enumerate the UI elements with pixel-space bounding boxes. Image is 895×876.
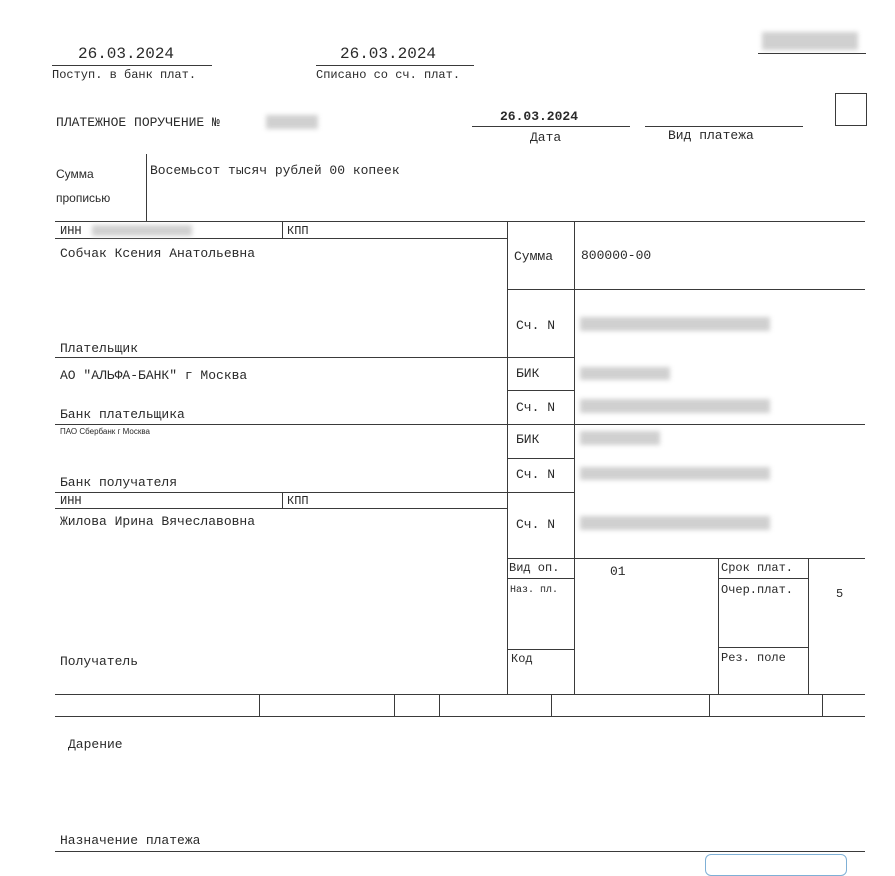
divider (507, 649, 575, 650)
divider (718, 647, 808, 648)
divider (507, 558, 865, 559)
reserve-label: Рез. поле (721, 651, 786, 665)
divider (472, 126, 630, 127)
priority-label: Очер.плат. (721, 583, 794, 597)
payer-bank-bik-label: БИК (516, 366, 540, 381)
due-date-label: Срок плат. (721, 561, 794, 575)
divider (507, 221, 508, 694)
payee-bank-account-label: Сч. N (516, 467, 556, 482)
redacted-field (580, 399, 770, 413)
order-date: 26.03.2024 (500, 109, 579, 124)
payee-account-label: Сч. N (516, 517, 556, 532)
divider (822, 694, 823, 716)
payer-inn-label: ИНН (60, 224, 82, 238)
divider (574, 221, 575, 694)
purpose-text: Дарение (68, 737, 123, 752)
divider (316, 65, 474, 66)
divider (282, 492, 283, 508)
order-title: ПЛАТЕЖНОЕ ПОРУЧЕНИЕ № (56, 115, 220, 130)
divider (758, 53, 866, 54)
date-debited: 26.03.2024 (340, 45, 437, 63)
divider (55, 694, 865, 695)
payer-name: Собчак Ксения Анатольевна (60, 246, 256, 261)
date-received: 26.03.2024 (78, 45, 175, 63)
op-type-value: 01 (610, 564, 626, 579)
redacted-field (762, 32, 858, 50)
amount-label: Сумма (514, 249, 554, 264)
payee-bank-name: ПАО Сбербанк г Москва (60, 427, 150, 436)
divider (55, 492, 575, 493)
redacted-field (580, 367, 670, 380)
redacted-field (580, 431, 660, 445)
redacted-field (266, 115, 318, 129)
divider (146, 154, 147, 222)
amount-words-value: Восемьсот тысяч рублей 00 копеек (150, 163, 400, 178)
divider (645, 126, 803, 127)
divider (55, 424, 865, 425)
payee-kpp-label: КПП (287, 494, 309, 508)
payee-inn-label: ИНН (60, 494, 82, 508)
redacted-field (92, 225, 192, 236)
payer-bank-name: АО "АЛЬФА-БАНК" г Москва (60, 368, 248, 383)
divider (55, 716, 865, 717)
divider (55, 508, 507, 509)
payer-bank-account-label: Сч. N (516, 400, 556, 415)
divider (259, 694, 260, 716)
amount-value: 800000-00 (581, 248, 652, 263)
payer-account-label: Сч. N (516, 318, 556, 333)
code-label: Код (511, 652, 533, 666)
priority-value: 5 (836, 587, 844, 601)
payee-label: Получатель (60, 654, 139, 669)
purpose-code-label: Наз. пл. (510, 585, 559, 596)
divider (55, 238, 507, 239)
bank-stamp (705, 854, 847, 876)
op-type-label: Вид оп. (509, 561, 560, 575)
divider (282, 221, 283, 238)
payee-name: Жилова Ирина Вячеславовна (60, 514, 256, 529)
divider (55, 221, 865, 222)
payer-kpp-label: КПП (287, 224, 309, 238)
divider (394, 694, 395, 716)
divider (55, 357, 575, 358)
amount-words-label-2: прописью (56, 191, 111, 205)
purpose-label: Назначение платежа (60, 833, 201, 848)
divider (507, 458, 575, 459)
divider (551, 694, 552, 716)
divider (507, 578, 575, 579)
divider (718, 558, 719, 694)
amount-words-label: Сумма (56, 167, 94, 181)
payee-bank-bik-label: БИК (516, 432, 540, 447)
divider (55, 851, 865, 852)
payer-status-box (835, 93, 867, 126)
divider (808, 558, 809, 694)
divider (507, 390, 575, 391)
payee-bank-label: Банк получателя (60, 475, 178, 490)
order-date-label: Дата (530, 130, 562, 145)
divider (709, 694, 710, 716)
payer-bank-label: Банк плательщика (60, 407, 185, 422)
redacted-field (580, 467, 770, 480)
payer-label: Плательщик (60, 341, 139, 356)
divider (439, 694, 440, 716)
date-received-label: Поступ. в банк плат. (52, 68, 197, 82)
redacted-field (580, 516, 770, 530)
redacted-field (580, 317, 770, 331)
divider (507, 289, 865, 290)
payment-type-label: Вид платежа (668, 128, 754, 143)
divider (52, 65, 212, 66)
date-debited-label: Списано со сч. плат. (316, 68, 461, 82)
divider (718, 578, 808, 579)
